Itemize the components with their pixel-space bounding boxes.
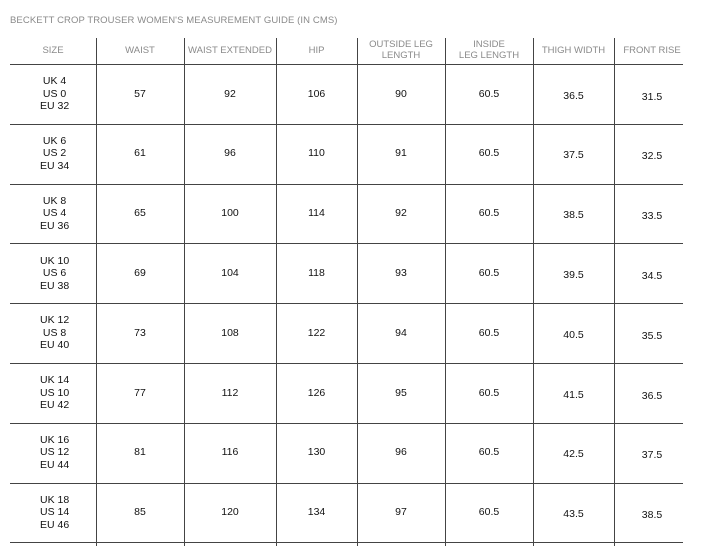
header-front-rise: FRONT RISE xyxy=(623,44,681,56)
value-cell-outside-leg-length: 94 xyxy=(395,326,407,339)
value-cell-front-rise: 38.5 xyxy=(641,509,663,522)
size-cell: UK 14 US 10 EU 42 xyxy=(40,374,70,412)
value-cell-thigh-width: 38.5 xyxy=(563,209,584,222)
header-size: SIZE xyxy=(42,44,64,56)
value-cell-front-rise: 31.5 xyxy=(641,90,663,103)
value-cell-waist-extended: 100 xyxy=(221,207,239,220)
size-cell: UK 6 US 2 EU 34 xyxy=(40,134,70,172)
value-cell-hip: 126 xyxy=(307,386,326,399)
value-cell-waist: 65 xyxy=(134,207,146,220)
value-cell-thigh-width: 39.5 xyxy=(563,269,584,282)
value-cell-waist: 69 xyxy=(134,267,146,280)
value-cell-inside-leg-length: 60.5 xyxy=(478,207,500,220)
value-cell-thigh-width: 42.5 xyxy=(563,448,584,461)
size-cell: UK 10 US 6 EU 38 xyxy=(40,254,70,292)
value-cell-hip: 130 xyxy=(307,446,326,459)
size-cell: UK 16 US 12 EU 44 xyxy=(40,433,70,471)
value-cell-inside-leg-length: 60.5 xyxy=(478,506,500,519)
header-inside-leg-length: INSIDE LEG LENGTH xyxy=(458,39,520,61)
header-outside-leg-length: OUTSIDE LEG LENGTH xyxy=(369,39,433,61)
value-cell-front-rise: 32.5 xyxy=(641,150,663,163)
value-cell-inside-leg-length: 60.5 xyxy=(478,87,500,100)
size-cell: UK 8 US 4 EU 36 xyxy=(40,194,70,232)
value-cell-hip: 134 xyxy=(307,506,326,519)
value-cell-outside-leg-length: 91 xyxy=(395,147,407,160)
value-cell-waist-extended: 112 xyxy=(221,386,239,399)
header-waist-extended: WAIST EXTENDED xyxy=(188,44,272,56)
value-cell-waist-extended: 120 xyxy=(221,506,239,519)
value-cell-front-rise: 33.5 xyxy=(641,210,663,223)
value-cell-front-rise: 34.5 xyxy=(641,270,663,283)
value-cell-waist: 57 xyxy=(134,87,146,100)
size-cell: UK 12 US 8 EU 40 xyxy=(40,314,70,352)
size-cell: UK 18 US 14 EU 46 xyxy=(40,493,70,531)
value-cell-front-rise: 36.5 xyxy=(641,389,663,402)
value-cell-waist: 85 xyxy=(134,506,146,519)
value-cell-outside-leg-length: 95 xyxy=(395,386,407,399)
value-cell-thigh-width: 36.5 xyxy=(563,89,584,102)
value-cell-waist: 81 xyxy=(134,446,146,459)
value-cell-hip: 110 xyxy=(308,147,325,160)
value-cell-inside-leg-length: 60.5 xyxy=(478,326,500,339)
value-cell-outside-leg-length: 97 xyxy=(395,506,407,519)
value-cell-front-rise: 35.5 xyxy=(641,329,663,342)
size-cell: UK 4 US 0 EU 32 xyxy=(40,75,70,113)
value-cell-inside-leg-length: 60.5 xyxy=(478,267,500,280)
value-cell-inside-leg-length: 60.5 xyxy=(478,446,500,459)
value-cell-outside-leg-length: 90 xyxy=(395,87,407,100)
value-cell-front-rise: 37.5 xyxy=(641,449,663,462)
value-cell-waist: 77 xyxy=(134,386,146,399)
value-cell-inside-leg-length: 60.5 xyxy=(478,147,500,160)
value-cell-hip: 106 xyxy=(307,87,326,100)
value-cell-waist-extended: 104 xyxy=(221,267,239,280)
value-cell-waist: 73 xyxy=(134,326,146,339)
value-cell-hip: 122 xyxy=(307,326,326,339)
value-cell-outside-leg-length: 92 xyxy=(395,207,407,220)
value-cell-hip: 118 xyxy=(308,267,325,280)
header-thigh-width: THIGH WIDTH xyxy=(541,44,606,56)
value-cell-waist-extended: 108 xyxy=(221,326,239,339)
value-cell-thigh-width: 37.5 xyxy=(563,149,584,162)
value-cell-hip: 114 xyxy=(308,207,325,220)
value-cell-outside-leg-length: 96 xyxy=(395,446,407,459)
guide-title: BECKETT CROP TROUSER WOMEN'S MEASUREMENT GUIDE (IN CMS) xyxy=(10,15,338,26)
value-cell-waist: 61 xyxy=(134,147,146,160)
value-cell-outside-leg-length: 93 xyxy=(395,267,407,280)
value-cell-waist-extended: 96 xyxy=(224,147,236,160)
value-cell-waist-extended: 92 xyxy=(224,87,236,100)
value-cell-inside-leg-length: 60.5 xyxy=(478,386,500,399)
value-cell-thigh-width: 41.5 xyxy=(563,388,584,401)
value-cell-thigh-width: 40.5 xyxy=(563,328,584,341)
value-cell-waist-extended: 116 xyxy=(221,446,239,459)
header-waist: WAIST xyxy=(125,44,155,56)
header-hip: HIP xyxy=(308,44,325,56)
value-cell-thigh-width: 43.5 xyxy=(563,508,584,521)
